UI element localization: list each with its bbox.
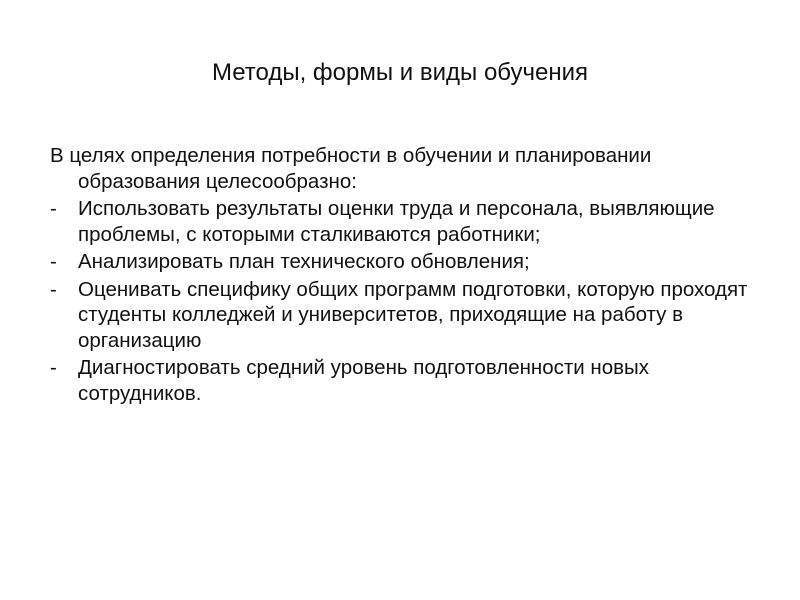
bullet-text: Анализировать план технического обновления;	[78, 250, 530, 273]
bullet-text: Использовать результаты оценки труда и персонала, выявляющие проблемы, с которыми сталкиваются работники;	[78, 197, 715, 246]
slide-content	[50, 143, 770, 406]
bullet-dash: -	[50, 250, 57, 273]
bullet-text: Диагностировать средний уровень подготовленности новых сотрудников.	[78, 356, 650, 405]
bullet-dash: -	[50, 197, 57, 220]
list-item	[50, 277, 770, 354]
bullet-dash: -	[50, 277, 57, 301]
bullet-dash: -	[50, 356, 57, 379]
list-item	[50, 196, 770, 247]
list-item	[50, 355, 770, 406]
bullet-list	[50, 196, 770, 406]
intro-paragraph: В целях определения потребности в обучении и планировании образования целесообразно:	[50, 144, 652, 193]
list-item	[50, 249, 770, 275]
slide-title: Методы, формы и виды обучения	[211, 59, 589, 86]
bullet-text: Оценивать специфику общих программ подготовки, которую проходят студенты колледжей и университетов, приходящие на работу в организацию	[78, 277, 748, 352]
